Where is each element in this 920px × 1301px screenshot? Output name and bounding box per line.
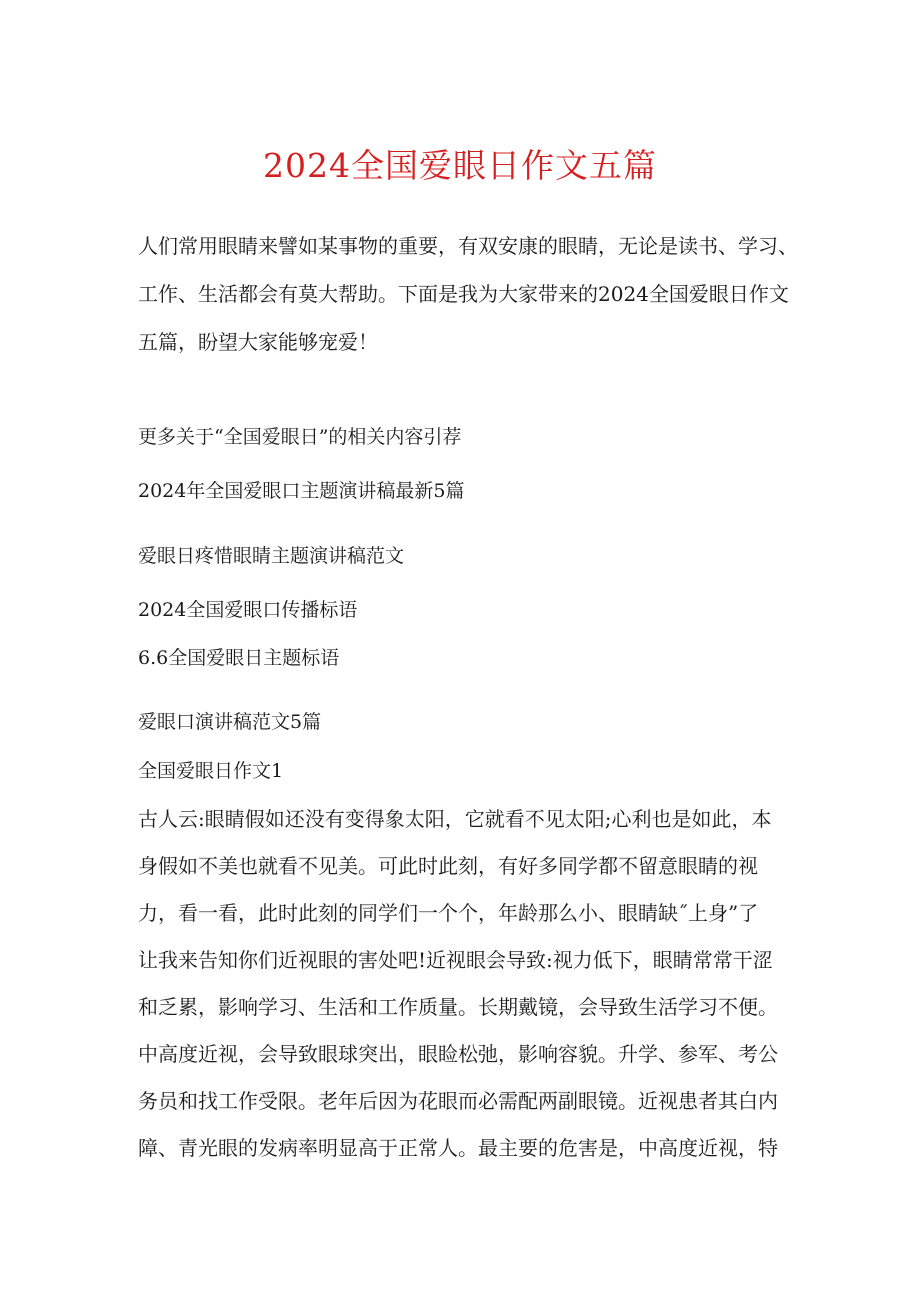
intro-paragraph: 人们常用眼睛来譬如某事物的重要，有双安康的眼睛，无论是读书、学习、工作、生活都会有莫大帮助。下面是我为大家带来的2024全国爱眼日作文五篇，盼望大家能够宠爱！: [138, 234, 798, 354]
essay-paragraph-1: 古人云:眼睛假如还没有变得象太阳，它就看不见太阳;心利也是如此，本身假如不美也就看不见美。可此时此刻，有好多同学都不留意眼睛的视力，看一看，此时此刻的同学们一个个，年龄那么小、眼睛缺˝上身”了: [138, 807, 772, 925]
related-link-4[interactable]: 6.6全国爱眼日主题标语: [138, 647, 340, 669]
essay-heading: 全国爱眼日作文1: [138, 760, 284, 782]
related-link-1[interactable]: 2024年全国爱眼口主题演讲稿最新5篇: [138, 480, 465, 502]
document-title: 2024全国爱眼日作文五篇: [263, 146, 657, 185]
related-heading: 更多关于“全国爱眼日”的相关内容引荐: [138, 426, 462, 448]
related-link-5[interactable]: 爱眼口演讲稿范文5篇: [138, 711, 322, 733]
related-link-3[interactable]: 2024全国爱眼口传播标语: [138, 599, 358, 621]
essay-paragraph-2: 让我来告知你们近视眼的害处吧!近视眼会导致:视力低下，眼睛常常干涩和乏累，影响学习、生活和工作质量。长期戴镜，会导致生活学习不便。中高度近视，会导致眼球突出，眼睑松弛，影响容貌。升学、参军、考公务员和找工作受限。老年后因为花眼而必需配两副眼镜。近视患者其白内障、青光眼的发病率明显高于正常人。最主要的危害是，中高度近视，特: [138, 948, 778, 1160]
related-link-2[interactable]: 爱眼日疼惜眼睛主题演讲稿范文: [138, 545, 405, 567]
essay-body: [138, 796, 788, 1172]
